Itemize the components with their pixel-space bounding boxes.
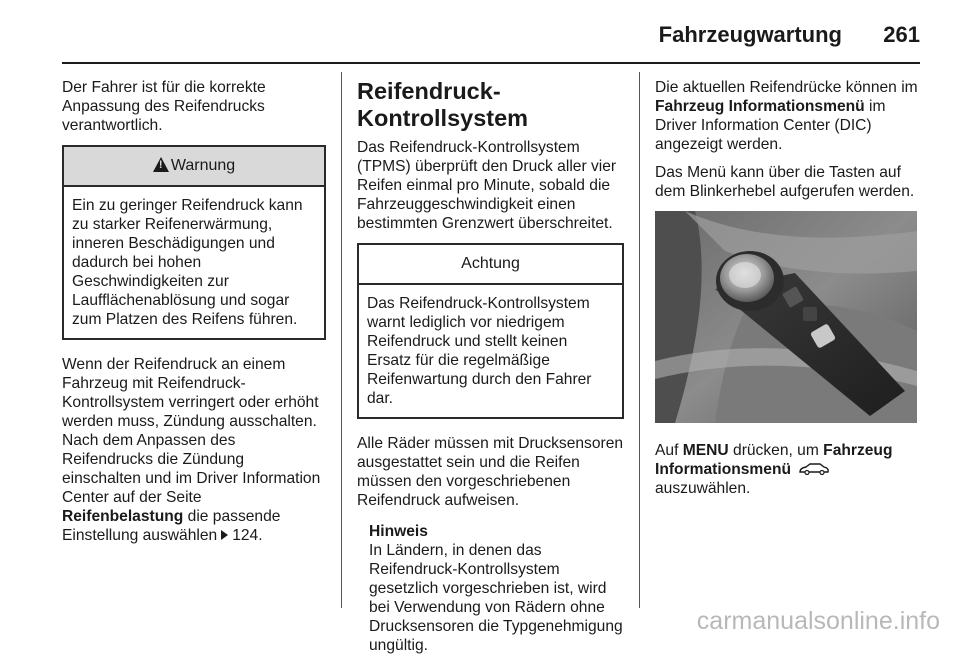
fahrzeug-informationsmenue-term-2: Fahrzeug Informationsmenü bbox=[655, 442, 893, 478]
column-middle bbox=[357, 78, 624, 655]
dic-paragraph bbox=[655, 78, 920, 154]
achtung-header: Achtung bbox=[359, 245, 622, 285]
menu-button-label: MENU bbox=[682, 442, 729, 459]
column-divider-2 bbox=[639, 72, 640, 608]
sensor-paragraph: Alle Räder müssen mit Drucksensoren ausgestattet sein und die Reifen müssen den vorgeschriebenen Reifendruck aufweisen. bbox=[357, 435, 624, 509]
menu-instruction-paragraph bbox=[655, 441, 920, 498]
fahrzeug-informationsmenue-term: Fahrzeug Informationsmenü bbox=[655, 98, 865, 115]
achtung-body: Das Reifendruck-Kontrollsystem warnt lediglich vor niedrigem Reifendruck und stellt keinen Ersatz für die regelmäßige Reifenwartung durch den Fahrer dar. bbox=[367, 295, 592, 407]
hinweis-body: In Ländern, in denen das Reifendruck-Kontrollsystem gesetzlich vorgeschrieben ist, wird bei Verwendung von Rädern ohne Drucksensoren die Typgenehmigung ungültig. bbox=[369, 542, 623, 654]
page-number: 261 bbox=[883, 22, 920, 47]
turn-signal-lever-photo bbox=[655, 211, 917, 423]
dic-text-start: Die aktuellen Reifendrücke können im bbox=[655, 79, 918, 96]
column-left bbox=[62, 78, 326, 554]
car-icon bbox=[798, 463, 830, 475]
warning-triangle-icon bbox=[153, 157, 169, 172]
menu-text-mid: drücken, um bbox=[733, 442, 819, 459]
warning-box bbox=[62, 145, 326, 340]
hinweis-note bbox=[357, 522, 624, 655]
section-title: Reifendruck-Kontrollsystem bbox=[357, 78, 529, 131]
watermark: carmanualsonline.info bbox=[696, 607, 940, 635]
menu-text-end: auszuwählen. bbox=[655, 480, 751, 497]
reference-arrow-icon bbox=[221, 530, 228, 540]
adjust-text-end: die passende Einstellung auswählen bbox=[62, 508, 281, 544]
intro-paragraph: Der Fahrer ist für die korrekte Anpassung des Reifendrucks verantwortlich. bbox=[62, 79, 266, 134]
warning-body: Ein zu geringer Reifendruck kann zu starker Reifenerwärmung, inneren Beschädigungen und dadurch bei hohen Geschwindigkeiten zur Laufflächenablösung und sogar zum Platzen des Reifens führen. bbox=[72, 197, 303, 328]
adjust-paragraph bbox=[62, 355, 326, 545]
tpms-intro: Das Reifendruck-Kontrollsystem (TPMS) überprüft den Druck aller vier Reifen einmal pro Minute, sobald die Fahrzeuggeschwindigkeit einen bestimmten Grenzwert überschreitet. bbox=[357, 139, 617, 232]
warning-title: Warnung bbox=[170, 157, 236, 174]
page-title: Fahrzeugwartung bbox=[658, 22, 842, 47]
menu-access-paragraph: Das Menü kann über die Tasten auf dem Blinkerhebel aufgerufen werden. bbox=[655, 164, 915, 200]
dic-text-end: im Driver Information Center (DIC) angezeigt werden. bbox=[655, 98, 886, 153]
warning-header bbox=[64, 147, 324, 187]
adjust-text: Wenn der Reifendruck an einem Fahrzeug mit Reifendruck-Kontrollsystem verringert oder erhöht werden muss, Zündung ausschalten. Nach dem Anpassen des Reifendrucks die Zündung einschalten und im Driver Information Center auf der Seite bbox=[62, 356, 321, 506]
page-header bbox=[62, 18, 920, 64]
column-right bbox=[655, 78, 920, 507]
achtung-box bbox=[357, 243, 624, 419]
hinweis-title: Hinweis bbox=[369, 523, 428, 540]
column-divider-1 bbox=[341, 72, 342, 608]
header-divider bbox=[62, 62, 920, 64]
page-reference[interactable]: 124. bbox=[232, 527, 263, 544]
menu-text-start: Auf bbox=[655, 442, 679, 459]
reifenbelastung-term: Reifenbelastung bbox=[62, 508, 184, 525]
